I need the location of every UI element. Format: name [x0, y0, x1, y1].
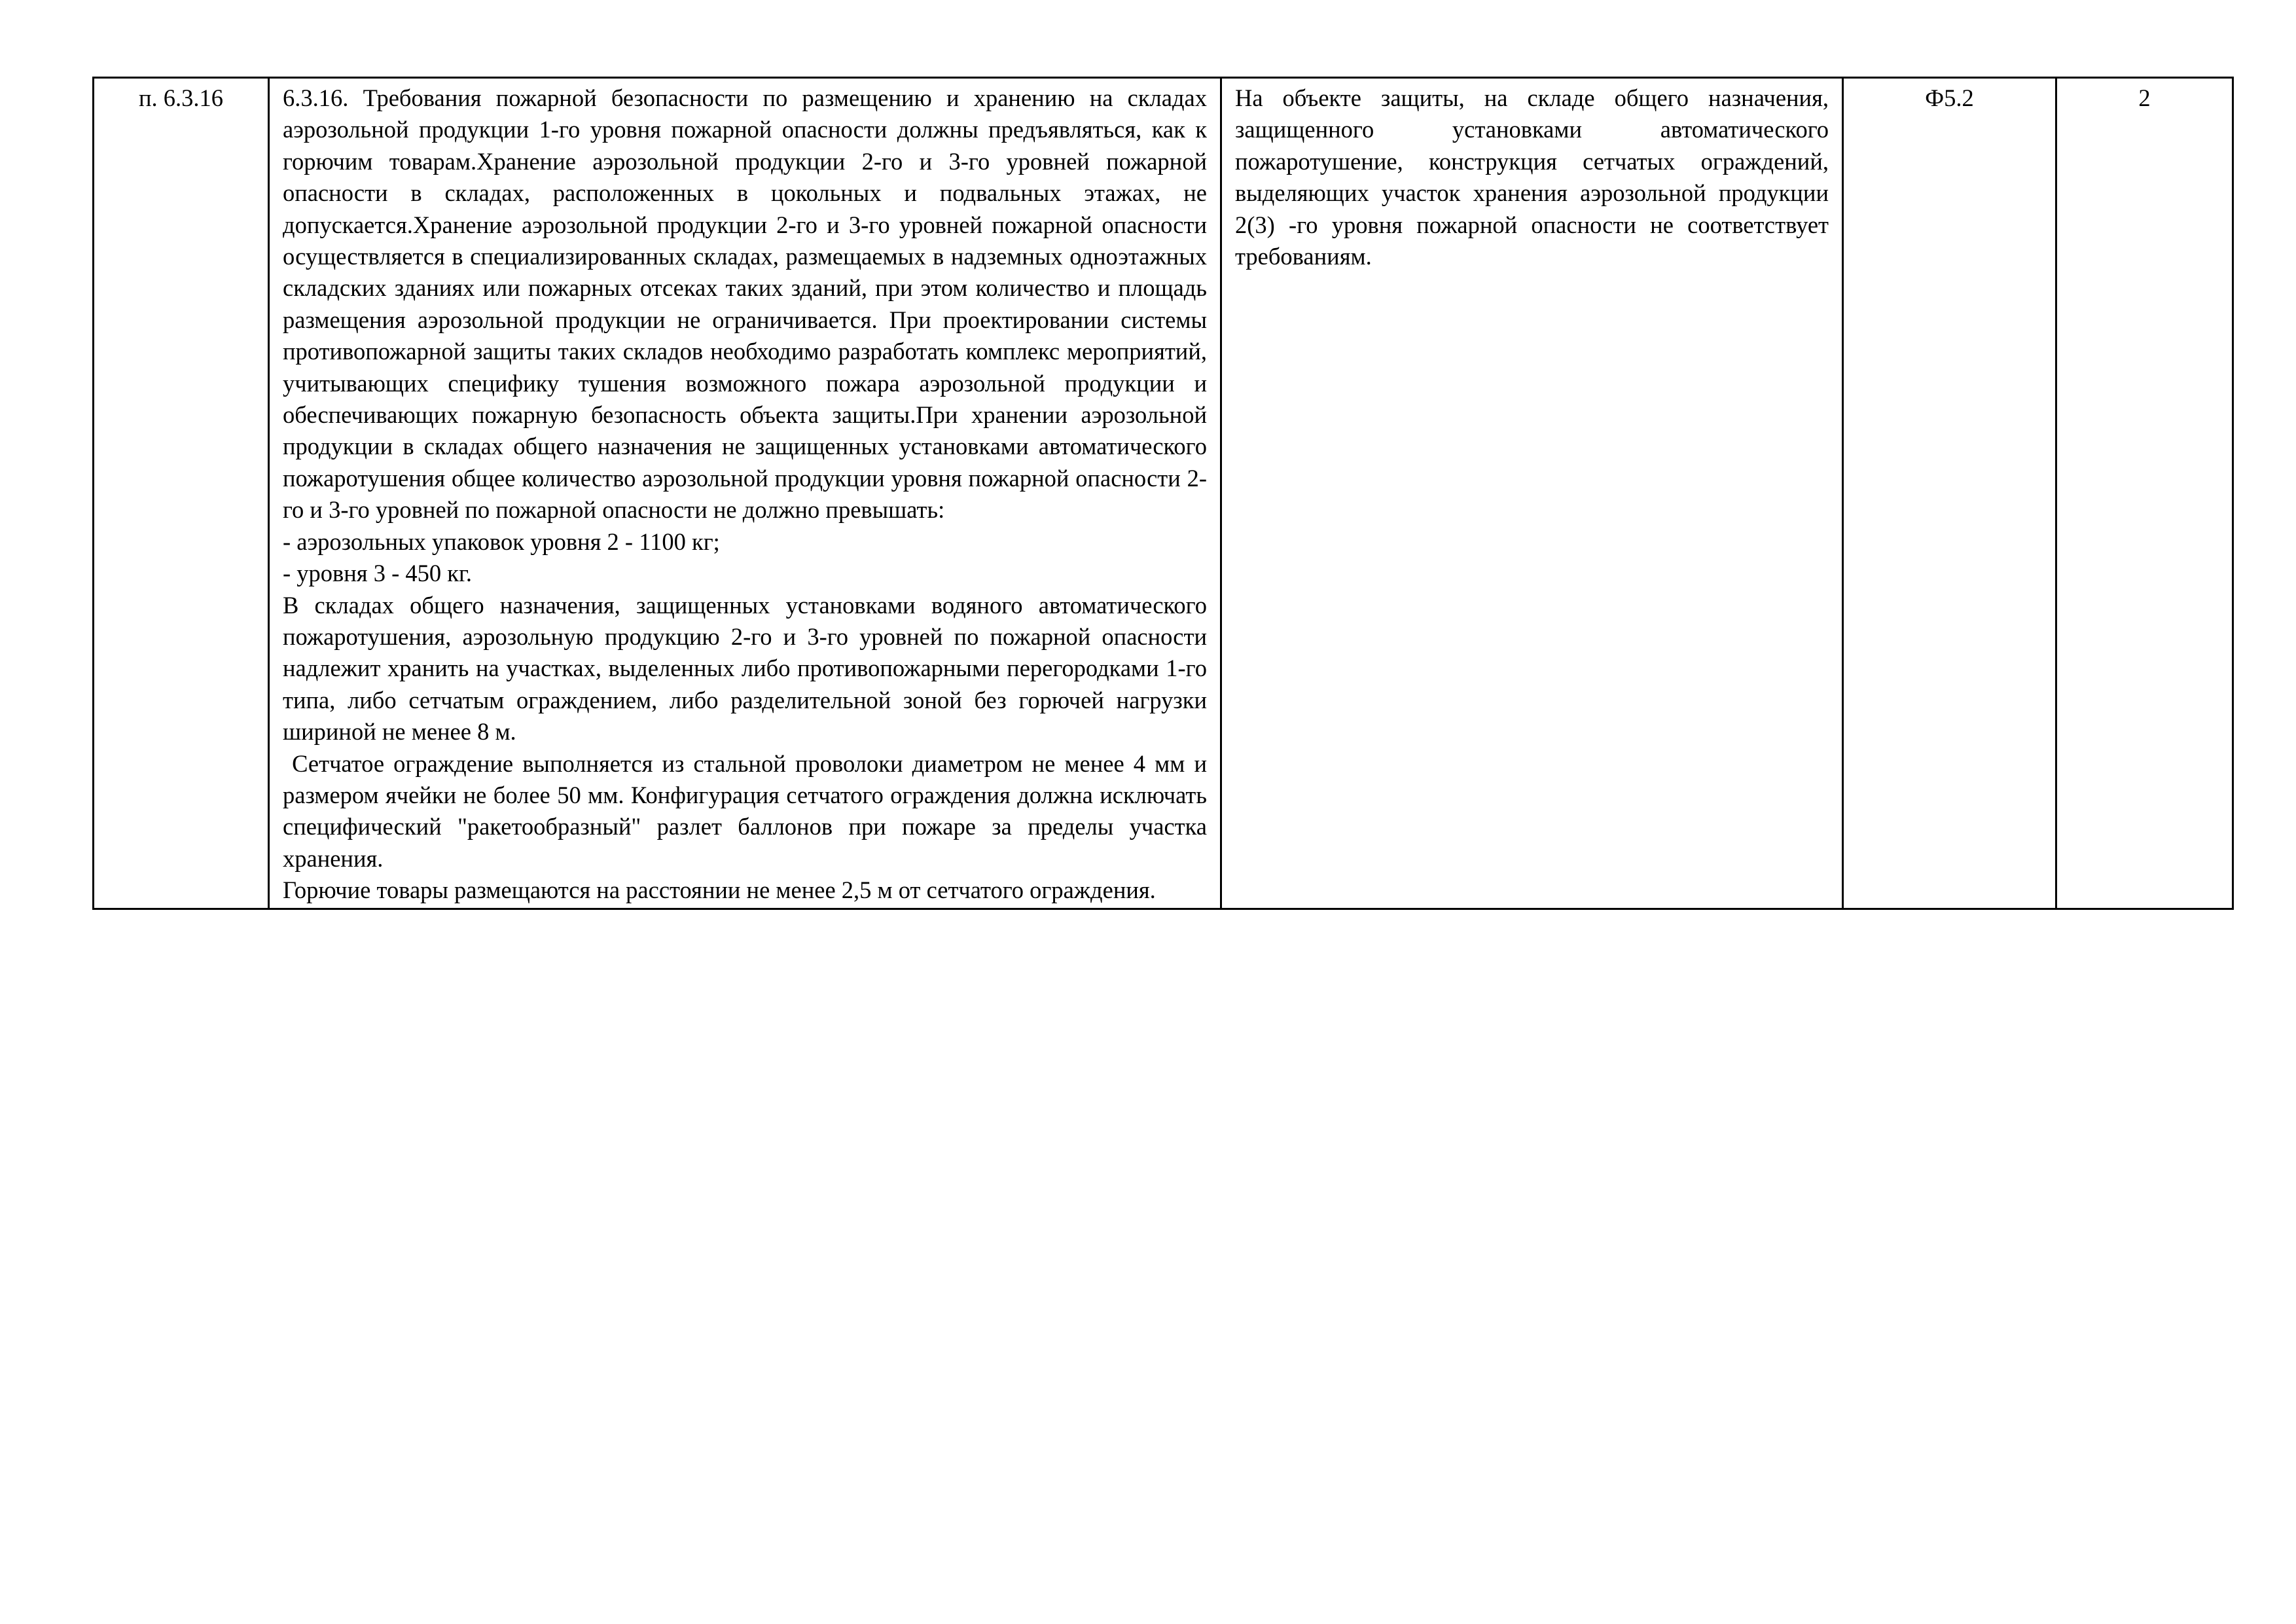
count-cell: [2056, 78, 2233, 909]
requirement-paragraph: В складах общего назначения, защищенных установками водяного автоматического пожаротушения, аэрозольную продукцию 2-го и 3-го уровней по пожарной опасности надлежит хранить на участках, выделенных либо противопожарными перегородками 1-го типа, либо сетчатым ограждением, либо разделительной зоной без горючей нагрузки шириной не менее 8 м.: [283, 591, 1213, 746]
clause-cell: [94, 78, 269, 909]
violation-cell: [1221, 78, 1843, 909]
requirement-paragraph: Сетчатое ограждение выполняется из стальной проволоки диаметром не менее 4 мм и размером ячейки не более 50 мм. Конфигурация сетчатого ограждения должна исключать специфический "ракетообразный" разлет баллонов при пожаре за пределы участка хранения.: [283, 749, 1213, 872]
class-cell: [1843, 78, 2056, 909]
violation-description: На объекте защиты, на складе общего назначения, защищенного установками автоматического пожаротушение, конструкция сетчатых ограждений, выделяющих участок хранения аэрозольной продукции 2(3) -го уровня пожарной опасности не соответствует требованиям.: [1235, 84, 1835, 270]
requirement-paragraph: - аэрозольных упаковок уровня 2 - 1100 кг;: [283, 528, 720, 555]
table-row: [94, 78, 2233, 909]
requirement-paragraph: Горючие товары размещаются на расстоянии не менее 2,5 м от сетчатого ограждения.: [283, 876, 1156, 904]
requirement-cell: [269, 78, 1221, 909]
requirement-paragraph: 6.3.16. Требования пожарной безопасности по размещению и хранению на складах аэрозольной продукции 1-го уровня пожарной опасности должны предъявляться, как к горючим товарам.Хранение аэрозольной продукции 2-го и 3-го уровней пожарной опасности в складах, расположенных в цокольных и подвальных этажах, не допускается.Хранение аэрозольной продукции 2-го и 3-го уровней пожарной опасности осуществляется в специализированных складах, размещаемых в надземных одноэтажных складских зданиях или пожарных отсеках таких зданий, при этом количество и площадь размещения аэрозольной продукции не ограничивается. При проектировании системы противопожарной защиты таких складов необходимо разработать комплекс мероприятий, учитывающих специфику тушения возможного пожара аэрозольной продукции и обеспечивающих пожарную безопасность объекта защиты.При хранении аэрозольной продукции в складах общего назначения не защищенных установками автоматического пожаротушения общее количество аэрозольной продукции уровня пожарной опасности 2-го и 3-го уровней по пожарной опасности не должно превышать:: [283, 84, 1213, 524]
fire-hazard-class: Ф5.2: [1925, 84, 1974, 111]
requirements-table: [92, 77, 2234, 910]
clause-reference: п. 6.3.16: [138, 84, 224, 111]
violation-count: 2: [2138, 84, 2151, 111]
requirement-paragraph: - уровня 3 - 450 кг.: [283, 560, 472, 587]
